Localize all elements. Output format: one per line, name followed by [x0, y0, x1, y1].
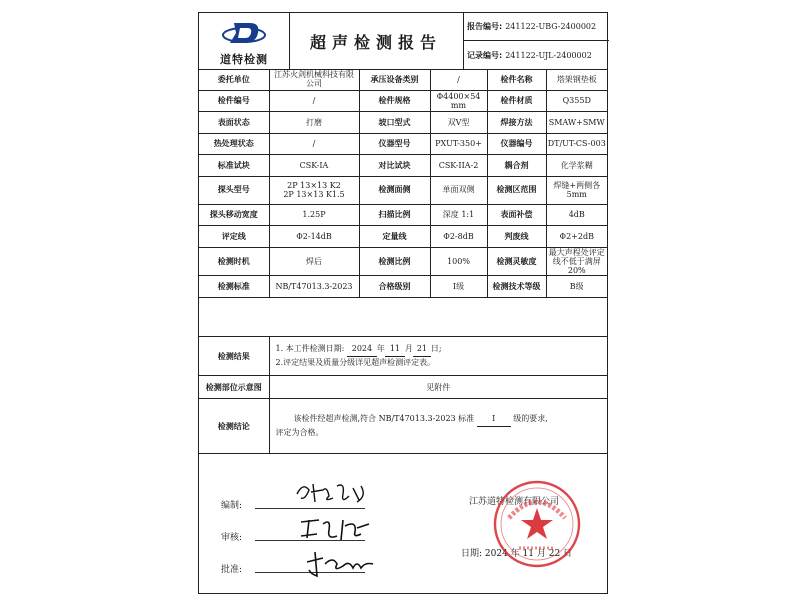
field-value: 100% [430, 247, 487, 276]
table-row [199, 276, 607, 298]
conclusion-line-1 [276, 413, 602, 427]
field-value: 江苏火剑机械科技有限公司 [269, 69, 359, 90]
table-row [199, 155, 607, 177]
field-value: Φ2-8dB [430, 226, 487, 248]
results-line-1 [276, 343, 602, 357]
results-date-prefix: 1. 本工件检测日期: [275, 343, 345, 353]
field-label: 检测区范围 [487, 176, 546, 204]
results-label: 检测结果 [199, 337, 269, 376]
field-value: Ⅰ级 [430, 276, 487, 298]
field-label: 检测时机 [199, 247, 269, 276]
field-value: 1.25P [269, 204, 359, 226]
field-label: 扫描比例 [359, 204, 430, 226]
field-value: CSK-IA [269, 155, 359, 177]
field-label: 耦合剂 [487, 155, 546, 177]
field-label: 检件编号 [199, 90, 269, 112]
table-row [199, 112, 607, 134]
results-month: 11 [385, 343, 405, 357]
results-month-unit: 月 [404, 343, 413, 353]
field-value: SMAW+SMW [546, 112, 607, 134]
field-value: / [269, 133, 359, 155]
field-label: 标准试块 [199, 155, 269, 177]
field-value: 焊后 [269, 247, 359, 276]
field-value: / [269, 90, 359, 112]
field-label: 对比试块 [359, 155, 430, 177]
field-value: 塔架钢垫板 [546, 69, 607, 90]
field-value: Q355D [546, 90, 607, 112]
field-label: 评定线 [199, 226, 269, 248]
approve-label: 批准: [221, 565, 243, 575]
field-label: 检测标准 [199, 276, 269, 298]
field-label: 检测灵敏度 [487, 247, 546, 276]
signoff-date: 2024 年 11 月 22 日 [484, 549, 573, 559]
report-number-label: 报告编号: [467, 22, 503, 31]
field-value: 双V型 [430, 112, 487, 134]
results-day-unit: 日; [430, 343, 442, 353]
results-text [269, 337, 607, 376]
company-logo [199, 13, 290, 69]
table-row [199, 226, 607, 248]
field-label: 仪器型号 [359, 133, 430, 155]
results-line-2: 2.评定结果及质量分级详见超声检测评定表。 [275, 357, 436, 367]
company-name: 江苏道特检测有限公司 [469, 497, 560, 507]
results-year: 2024 [347, 343, 377, 357]
table-row [199, 90, 607, 112]
report-header [199, 13, 607, 70]
conclusion-line-2: 评定为合格。 [275, 427, 324, 437]
record-number: 241122-UJL-2400002 [505, 50, 592, 60]
report-numbers [463, 13, 609, 69]
table-row [199, 133, 607, 155]
field-label: 探头型号 [199, 176, 269, 204]
field-label: 表面补偿 [487, 204, 546, 226]
field-value: PXUT-350+ [430, 133, 487, 155]
field-value: Φ2+2dB [546, 226, 607, 248]
field-value: Φ2-14dB [269, 226, 359, 248]
field-value: 打磨 [269, 112, 359, 134]
field-value: DT/UT-CS-003 [546, 133, 607, 155]
field-value: 单面双侧 [430, 176, 487, 204]
field-label: 热处理状态 [199, 133, 269, 155]
field-value: / [430, 69, 487, 90]
parameters-table [199, 69, 607, 298]
compile-label: 编制: [221, 501, 243, 511]
field-value: B级 [546, 276, 607, 298]
field-label: 承压设备类别 [359, 69, 430, 90]
record-number-label: 记录编号: [467, 50, 503, 60]
results-table [199, 336, 607, 454]
report-number-row [463, 13, 609, 41]
table-row [199, 204, 607, 226]
field-label: 检测技术等级 [487, 276, 546, 298]
field-value: 最大声程处评定 线不低于满屏 20% [546, 247, 607, 276]
field-label: 检测比例 [359, 247, 430, 276]
report-sheet [198, 12, 608, 594]
field-value: CSK-IIA-2 [430, 155, 487, 177]
conclusion-label: 检测结论 [199, 399, 269, 454]
field-label: 定量线 [359, 226, 430, 248]
table-row [199, 247, 607, 276]
table-row [199, 69, 607, 90]
diagram-value: 见附件 [269, 376, 607, 399]
review-signature [297, 512, 377, 546]
record-number-row [463, 41, 609, 69]
field-label: 坡口型式 [359, 112, 430, 134]
field-label: 判废线 [487, 226, 546, 248]
field-label: 合格级别 [359, 276, 430, 298]
field-value: NB/T47013.3-2023 [269, 276, 359, 298]
field-value: 2P 13×13 K2 2P 13×13 K1.5 [269, 176, 359, 204]
field-value: 深度 1:1 [430, 204, 487, 226]
field-label: 表面状态 [199, 112, 269, 134]
date-label: 日期: [461, 549, 483, 559]
field-label: 检件材质 [487, 90, 546, 112]
compile-signature [293, 476, 373, 510]
company-seal [491, 478, 583, 570]
conclusion-text-a: 该检件经超声检测,符合 NB/T47013.3-2023 标准 [293, 413, 475, 423]
report-number: 241122-UBG-2400002 [505, 22, 597, 31]
logo-mark-icon [220, 19, 268, 49]
logo-text: 道特检测 [220, 53, 268, 66]
field-value: Φ4400×54 mm [430, 90, 487, 112]
diagram-label: 检测部位示意图 [199, 376, 269, 399]
field-value: 焊缝+两侧各 5mm [546, 176, 607, 204]
review-label: 审核: [221, 533, 243, 543]
conclusion-text [269, 399, 607, 454]
table-row [199, 176, 607, 204]
conclusion-text-b: 级的要求, [513, 413, 548, 423]
signoff-section [199, 448, 607, 595]
field-label: 检件名称 [487, 69, 546, 90]
approve-signature [303, 546, 383, 580]
field-label: 探头移动宽度 [199, 204, 269, 226]
results-day: 21 [413, 343, 431, 357]
field-label: 焊接方法 [487, 112, 546, 134]
conclusion-grade: Ⅰ [477, 413, 511, 427]
field-value: 4dB [546, 204, 607, 226]
field-label: 委托单位 [199, 69, 269, 90]
results-year-unit: 年 [376, 343, 385, 353]
field-label: 仪器编号 [487, 133, 546, 155]
report-title: 超声检测报告 [289, 13, 464, 69]
field-label: 检测面侧 [359, 176, 430, 204]
field-value: 化学浆糊 [546, 155, 607, 177]
field-label: 检件规格 [359, 90, 430, 112]
